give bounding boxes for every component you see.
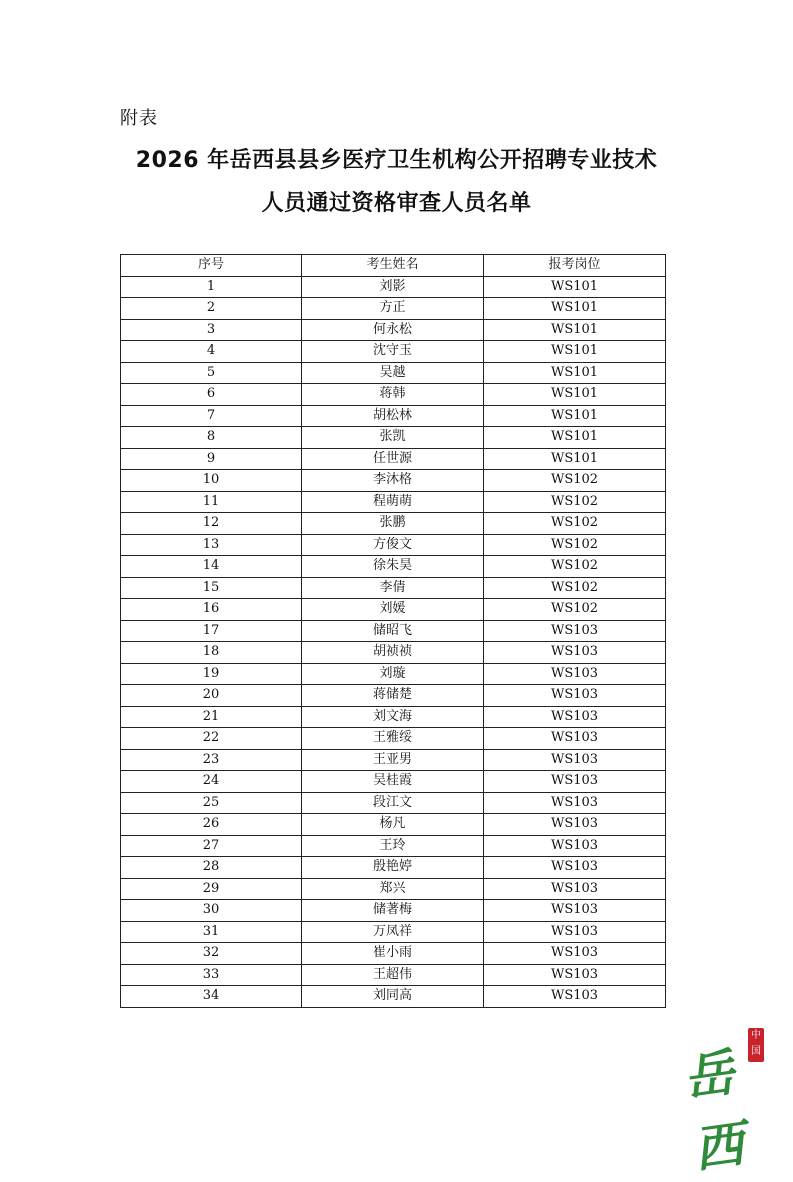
candidate-table [120,254,666,1008]
cell-name: 何永松 [302,319,484,341]
table-row [121,276,666,298]
table-row [121,835,666,857]
cell-serial: 11 [121,491,302,513]
table-row [121,513,666,535]
cell-position: WS103 [484,900,666,922]
cell-serial: 12 [121,513,302,535]
cell-position: WS103 [484,728,666,750]
cell-serial: 18 [121,642,302,664]
table-row [121,405,666,427]
cell-name: 方俊文 [302,534,484,556]
cell-serial: 1 [121,276,302,298]
cell-name: 李沐格 [302,470,484,492]
cell-name: 王亚男 [302,749,484,771]
cell-name: 王雅绥 [302,728,484,750]
table-row [121,577,666,599]
cell-serial: 22 [121,728,302,750]
cell-name: 吴越 [302,362,484,384]
table-row [121,298,666,320]
cell-serial: 32 [121,943,302,965]
cell-serial: 34 [121,986,302,1008]
cell-name: 蒋韩 [302,384,484,406]
cell-name: 沈守玉 [302,341,484,363]
cell-serial: 7 [121,405,302,427]
cell-serial: 24 [121,771,302,793]
cell-name: 徐朱昊 [302,556,484,578]
table-row [121,900,666,922]
cell-name: 段江文 [302,792,484,814]
cell-position: WS102 [484,491,666,513]
table-body [121,276,666,1007]
cell-position: WS103 [484,685,666,707]
table-row [121,921,666,943]
cell-serial: 9 [121,448,302,470]
cell-position: WS103 [484,663,666,685]
cell-position: WS101 [484,427,666,449]
cell-serial: 2 [121,298,302,320]
cell-serial: 16 [121,599,302,621]
cell-serial: 6 [121,384,302,406]
cell-position: WS101 [484,298,666,320]
cell-position: WS103 [484,792,666,814]
cell-name: 张鹏 [302,513,484,535]
cell-serial: 13 [121,534,302,556]
cell-position: WS102 [484,599,666,621]
table-row [121,642,666,664]
cell-name: 胡松林 [302,405,484,427]
cell-serial: 17 [121,620,302,642]
cell-name: 吴桂霞 [302,771,484,793]
page-title-line1: 2026 年岳西县县乡医疗卫生机构公开招聘专业技术 [135,148,658,173]
table-header-row [121,255,666,277]
cell-position: WS101 [484,276,666,298]
cell-position: WS103 [484,921,666,943]
table-row [121,599,666,621]
table-row [121,448,666,470]
cell-position: WS103 [484,620,666,642]
table-row [121,943,666,965]
cell-name: 刘同高 [302,986,484,1008]
table-row [121,427,666,449]
table-row [121,362,666,384]
cell-serial: 8 [121,427,302,449]
table-row [121,319,666,341]
cell-serial: 33 [121,964,302,986]
cell-position: WS101 [484,362,666,384]
cell-position: WS103 [484,814,666,836]
cell-position: WS101 [484,405,666,427]
cell-name: 胡祯祯 [302,642,484,664]
cell-serial: 28 [121,857,302,879]
cell-position: WS101 [484,319,666,341]
cell-serial: 4 [121,341,302,363]
cell-name: 王超伟 [302,964,484,986]
cell-name: 郑兴 [302,878,484,900]
cell-position: WS103 [484,749,666,771]
cell-name: 储著梅 [302,900,484,922]
header-position: 报考岗位 [484,255,666,277]
cell-serial: 29 [121,878,302,900]
cell-serial: 31 [121,921,302,943]
table-row [121,986,666,1008]
table-row [121,534,666,556]
page-title-line2: 人员通过资格审查人员名单 [261,191,532,216]
cell-name: 刘影 [302,276,484,298]
cell-position: WS103 [484,878,666,900]
cell-name: 张凯 [302,427,484,449]
table-row [121,814,666,836]
cell-serial: 21 [121,706,302,728]
yuexi-logo [679,1028,784,1180]
table-row [121,663,666,685]
cell-position: WS102 [484,470,666,492]
header-name: 考生姓名 [302,255,484,277]
cell-name: 程萌萌 [302,491,484,513]
cell-position: WS102 [484,513,666,535]
cell-position: WS103 [484,857,666,879]
cell-position: WS102 [484,556,666,578]
table-row [121,792,666,814]
cell-position: WS103 [484,964,666,986]
table-row [121,620,666,642]
cell-serial: 3 [121,319,302,341]
cell-name: 万凤祥 [302,921,484,943]
cell-position: WS103 [484,986,666,1008]
cell-name: 殷艳婷 [302,857,484,879]
table-row [121,857,666,879]
cell-serial: 14 [121,556,302,578]
cell-position: WS103 [484,642,666,664]
cell-serial: 15 [121,577,302,599]
table-row [121,341,666,363]
cell-position: WS101 [484,448,666,470]
cell-name: 刘媛 [302,599,484,621]
cell-name: 崔小雨 [302,943,484,965]
cell-name: 任世源 [302,448,484,470]
table-row [121,384,666,406]
cell-position: WS103 [484,706,666,728]
table-row [121,749,666,771]
table-row [121,706,666,728]
table-row [121,470,666,492]
cell-name: 刘文海 [302,706,484,728]
cell-serial: 20 [121,685,302,707]
cell-serial: 23 [121,749,302,771]
cell-name: 杨凡 [302,814,484,836]
cell-name: 方正 [302,298,484,320]
cell-serial: 25 [121,792,302,814]
cell-position: WS102 [484,577,666,599]
logo-seal: 中国 [748,1028,764,1062]
table-row [121,878,666,900]
logo-calligraphy: 岳西 [679,1042,748,1180]
cell-serial: 26 [121,814,302,836]
cell-serial: 27 [121,835,302,857]
table-row [121,685,666,707]
cell-name: 蒋储楚 [302,685,484,707]
annex-label: 附表 [120,108,158,129]
cell-serial: 19 [121,663,302,685]
table-row [121,491,666,513]
table-row [121,771,666,793]
header-serial: 序号 [121,255,302,277]
table-row [121,556,666,578]
cell-name: 储昭飞 [302,620,484,642]
cell-position: WS103 [484,835,666,857]
cell-position: WS102 [484,534,666,556]
cell-position: WS103 [484,771,666,793]
table-row [121,964,666,986]
cell-serial: 10 [121,470,302,492]
cell-serial: 30 [121,900,302,922]
cell-name: 刘璇 [302,663,484,685]
table-row [121,728,666,750]
cell-position: WS103 [484,943,666,965]
cell-position: WS101 [484,384,666,406]
cell-name: 王玲 [302,835,484,857]
cell-name: 李倩 [302,577,484,599]
cell-position: WS101 [484,341,666,363]
cell-serial: 5 [121,362,302,384]
